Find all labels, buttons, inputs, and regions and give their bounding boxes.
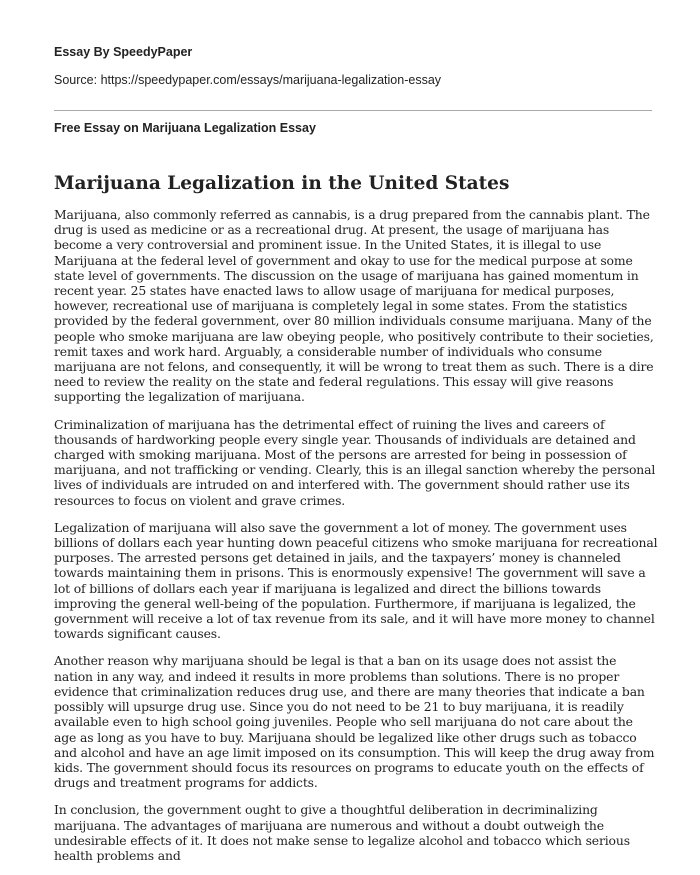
essay-subtitle: Free Essay on Marijuana Legalization Essay	[54, 121, 316, 135]
essay-paragraph-4: Another reason why marijuana should be legal is that a ban on its usage does not assist the nation in any way, and indeed it results in more problems than solutions. There is no proper evidence that criminalization reduces drug use, and there are many theories that indicate a ban possibly will upsurge drug use. Since you do not need to be 21 to buy marijuana, it is readily available even to high school going juveniles. People who sell marijuana do not care about the age as long as you have to buy. Marijuana should be legalized like other drugs such as tobacco and alcohol and have an age limit imposed on its consumption. This will keep the drug away from kids. The government should focus its resources on programs to educate youth on the effects of drugs and treatment programs for addicts.	[54, 653, 655, 791]
header-divider	[54, 110, 652, 111]
essay-paragraph-1: Marijuana, also commonly referred as cannabis, is a drug prepared from the cannabis plant. The drug is used as medicine or as a recreational drug. At present, the usage of marijuana has become a very controversial and prominent issue. In the United States, it is illegal to use Marijuana at the federal level of government and okay to use for the medical purpose at some state level of governments. The discussion on the usage of marijuana has gained momentum in recent year. 25 states have enacted laws to allow usage of marijuana for medical purposes, however, recreational use of marijuana is completely legal in some states. From the statistics provided by the federal government, over 80 million individuals consume marijuana. Many of the people who smoke marijuana are law obeying people, who positively contribute to their societies, remit taxes and work hard. Arguably, a considerable number of individuals who consume marijuana are not felons, and consequently, it will be wrong to treat them as such. There is a dire need to review the reality on the state and federal regulations. This essay will give reasons supporting the legalization of marijuana.	[54, 207, 654, 405]
essay-body	[54, 207, 658, 875]
source-line	[54, 72, 654, 88]
source-label: Source:	[54, 73, 101, 87]
essay-title: Marijuana Legalization in the United States	[54, 173, 510, 194]
document-header	[54, 44, 654, 88]
source-url-link[interactable]: https://speedypaper.com/essays/marijuana-legalization-essay	[100, 73, 442, 87]
essay-brand: Essay By SpeedyPaper	[54, 45, 193, 59]
essay-paragraph-5: In conclusion, the government ought to give a thoughtful deliberation in decriminalizing marijuana. The advantages of marijuana are numerous and without a doubt outweigh the undesirable effects of it. It does not make sense to legalize alcohol and tobacco which serious health problems and	[54, 802, 630, 863]
essay-paragraph-2: Criminalization of marijuana has the detrimental effect of ruining the lives and careers of thousands of hardworking people every single year. Thousands of individuals are detained and charged with smoking marijuana. Most of the persons are arrested for being in possession of marijuana, and not trafficking or vending. Clearly, this is an illegal sanction whereby the personal lives of individuals are intruded on and interfered with. The government should rather use its resources to focus on violent and grave crimes.	[54, 416, 656, 508]
essay-paragraph-3: Legalization of marijuana will also save the government a lot of money. The government uses billions of dollars each year hunting down peaceful citizens who smoke marijuana for recreational purposes. The arrested persons get detained in jails, and the taxpayers’ money is channeled towards maintaining them in prisons. This is enormously expensive! The government will save a lot of billions of dollars each year if marijuana is legalized and direct the billions towards improving the general well-being of the population. Furthermore, if marijuana is legalized, the government will receive a lot of tax revenue from its sale, and it will have more money to channel towards significant causes.	[54, 519, 658, 642]
